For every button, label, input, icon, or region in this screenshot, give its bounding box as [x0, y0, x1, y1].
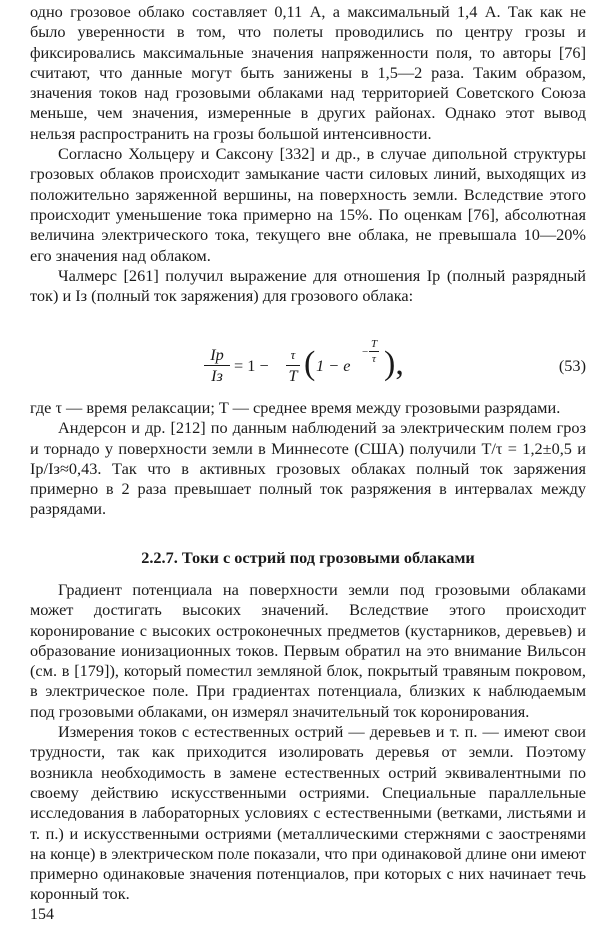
formula-lhs-numerator: Iр: [210, 345, 224, 364]
formula-equals-one-minus: = 1 −: [234, 356, 269, 375]
formula-exponent-tau: τ: [372, 353, 376, 365]
paragraph: Согласно Хольцеру и Саксону [332] и др., в случае дипольной структуры грозовых облаков происходит замыкание части силовых линий, выходящих из положительно заряженной вершины, на поверхность земли. Вследствие этого происходит уменьшение тока примерно на 15%. По оценкам [76], абсолютная величина электрического тока, текущего вне облака, не превышала 10—20% его значения над облаком.: [30, 144, 586, 265]
page-number: 154: [30, 906, 54, 923]
section-heading: 2.2.7. Токи с острий под грозовыми облаками: [141, 548, 475, 567]
formula-number: (53): [558, 356, 586, 375]
formula-lhs-denominator: Iз: [211, 366, 223, 385]
formula-53: [0, 340, 616, 396]
paragraph: Чалмерс [261] получил выражение для отношения Iр (полный разрядный ток) и Iз (полный ток заряжения) для грозового облака:: [30, 265, 586, 306]
formula-close-paren: ),: [384, 345, 404, 382]
paragraph: Андерсон и др. [212] по данным наблюдений за электрическим полем гроз и торнадо у поверхности земли в Миннесоте (США) получили T/τ = 1,2±0,5 и Iр/Iз≈0,43. Так что в активных грозовых облаках полный ток заряжения примерно в 2 раза превышает полный ток разряжения в интервалах между разрядами.: [30, 418, 586, 519]
paragraph: Градиент потенциала на поверхности земли под грозовыми облаками может достигать высоких значений. Вследствие этого происходит коронирование с высоких остроконечных предметов (кустарников, деревьев) и образование ионизационных токов. Первым обратил на это внимание Вильсон (см. в [179]), который поместил земляной блок, покрытый травяным покровом, в электрическое поле. При градиентах потенциала, близких к наблюдаемым под грозовыми облаками, он измерял значительный ток коронирования.: [30, 580, 586, 721]
text-block-bottom: [30, 580, 586, 905]
paragraph: где τ — время релаксации; T — среднее время между грозовыми разрядами.: [30, 398, 561, 417]
formula-lhs-fraction: [204, 346, 230, 385]
formula-tau: τ: [290, 347, 296, 362]
formula-exp-minus: −: [362, 346, 369, 358]
text-block-middle: [30, 398, 586, 520]
text-block-top: [30, 2, 586, 306]
paragraph: одно грозовое облако составляет 0,11 А, а максимальный 1,4 А. Так как не было уверенности в том, что полеты проводились по центру грозы и фиксировались максимальные значения напряженности поля, то авторы [76] считают, что данные могут быть занижены в 1,5—2 раза. Таким образом, значения токов над грозовыми облаками над территорией Советского Союза меньше, чем значения, измеренные в других районах. Однако этот вывод нельзя распространить на грозы большой интенсивности.: [30, 2, 586, 143]
formula-exponent-t: T: [370, 338, 378, 350]
paragraph: Измерения токов с естественных острий — деревьев и т. п. — имеют свои трудности, так как приходится изолировать деревья от земли. Поэтому возникла необходимость в замене естественных острий эквивалентными по своему действию искусственными остриями. Специальные параллельные исследования в лабораторных условиях с естественными (ветками, листьями и т. п.) и искусственными остриями (металлическими стержнями с заостренями на конце) в электрическом поле показали, что при одинаковой длине они имеют примерно одинаковые значения потенциалов, при которых с них начинает течь коронный ток.: [30, 722, 586, 904]
formula-exponent-fraction: [369, 338, 379, 365]
formula-one-minus-e: 1 − e: [316, 356, 351, 375]
formula-open-paren: (: [304, 345, 316, 382]
formula-t: T: [288, 366, 298, 385]
formula-tau-over-t: [286, 346, 300, 385]
